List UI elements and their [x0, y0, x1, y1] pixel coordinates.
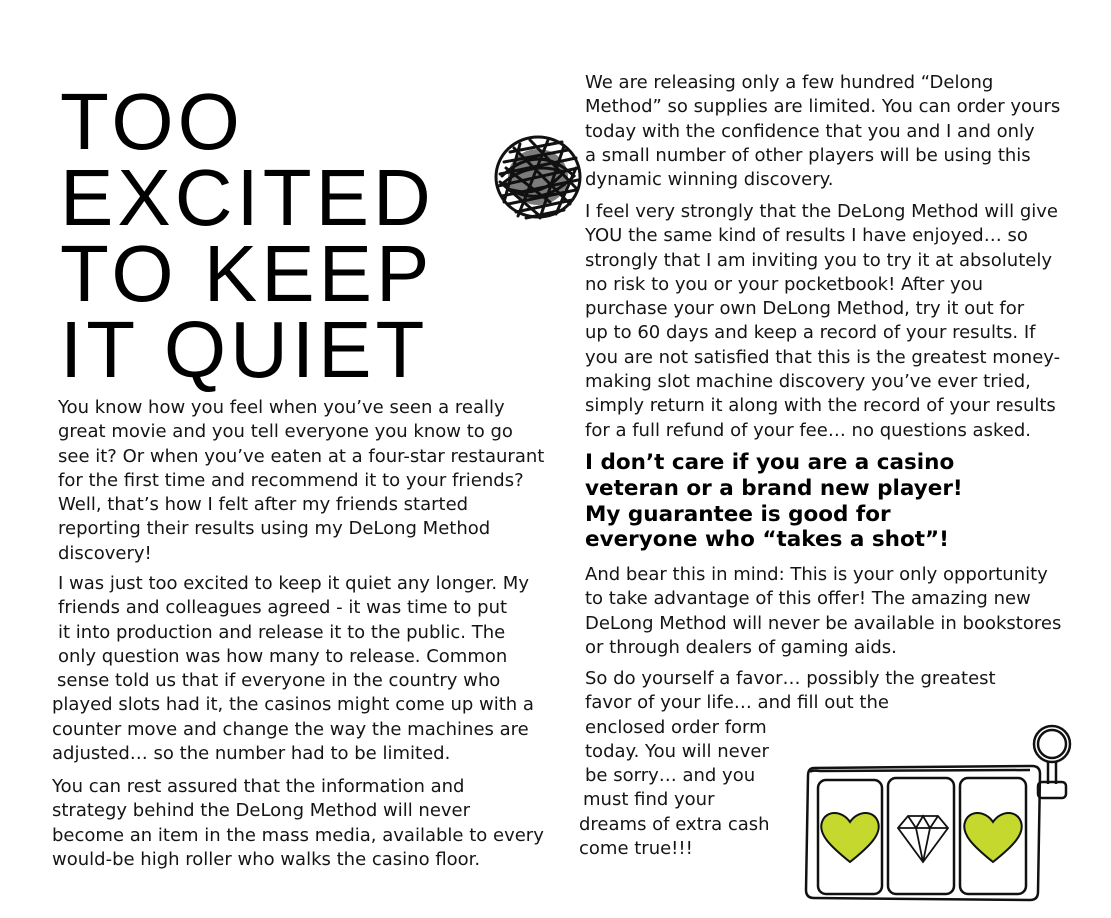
- text-line: I feel very strongly that the DeLong Method will give: [585, 201, 1058, 222]
- text-line: see it? Or when you’ve eaten at a four-star restaurant: [58, 445, 545, 467]
- heart-icon: [964, 813, 1022, 862]
- right-paragraph-2: [585, 200, 1060, 443]
- text-line: simply return it along with the record of your results: [585, 395, 1056, 417]
- right-paragraph-3: [585, 563, 1061, 660]
- text-line: YOU the same kind of results I have enjoyed… so: [585, 225, 1028, 247]
- text-line: making slot machine discovery you’ve ever tried,: [585, 371, 1031, 393]
- text-line: no risk to you or your pocketbook! After you: [585, 273, 984, 295]
- text-line: dreams of extra cash: [579, 813, 770, 835]
- text-line: sense told us that if everyone in the country who: [57, 670, 501, 692]
- text-line: discovery!: [58, 542, 152, 564]
- text-line: You know how you feel when you’ve seen a really: [58, 397, 505, 418]
- heart-icon: [821, 813, 879, 862]
- text-line: adjusted… so the number had to be limited.: [52, 743, 451, 765]
- text-line: DeLong Method will never be available in bookstores: [585, 612, 1062, 634]
- text-line: would-be high roller who walks the casino floor.: [52, 848, 481, 870]
- text-line: strongly that I am inviting you to try it at absolutely: [585, 249, 1052, 271]
- text-line: reporting their results using my DeLong Method: [58, 518, 491, 540]
- text-line: to take advantage of this offer! The amazing new: [585, 588, 1031, 610]
- text-line: only question was how many to release. Common: [58, 645, 508, 667]
- left-paragraph-1: [58, 396, 544, 566]
- text-line: Method” so supplies are limited. You can order yours: [585, 96, 1061, 118]
- title-line: IT QUIET: [60, 305, 429, 394]
- left-paragraph-3: [52, 775, 544, 872]
- text-line: for the first time and recommend it to your friends?: [58, 469, 524, 491]
- text-line: friends and colleagues agreed - it was time to put: [58, 597, 508, 619]
- guarantee-line: I don’t care if you are a casino: [585, 450, 955, 475]
- text-line: purchase your own DeLong Method, try it out for: [585, 298, 1025, 320]
- guarantee-line: everyone who “takes a shot”!: [585, 527, 949, 553]
- text-line: must find your: [583, 789, 715, 811]
- text-line: you are not satisfied that this is the greatest money-: [585, 346, 1061, 368]
- right-paragraph-1: [585, 71, 1060, 192]
- text-line: be sorry… and you: [585, 765, 756, 787]
- page-title: [60, 77, 500, 394]
- title-line: EXCITED: [60, 153, 435, 242]
- text-line: So do yourself a favor… possibly the greatest: [585, 668, 996, 689]
- title-line: TO KEEP: [60, 229, 434, 318]
- diamond-icon: [898, 816, 948, 862]
- text-line: Well, that’s how I felt after my friends started: [58, 494, 469, 516]
- text-line: favor of your life… and fill out the: [585, 692, 889, 714]
- text-line: today. You will never: [585, 740, 769, 762]
- text-line: today with the confidence that you and I and only: [585, 120, 1035, 142]
- guarantee-heading: [585, 450, 1085, 553]
- text-line: enclosed order form: [585, 716, 767, 738]
- text-line: I was just too excited to keep it quiet any longer. My: [58, 573, 529, 594]
- title-line: TOO: [60, 77, 244, 166]
- text-line: a small number of other players will be using this: [585, 144, 1031, 166]
- text-line: great movie and you tell everyone you know to go: [58, 421, 513, 443]
- text-line: We are releasing only a few hundred “Delong: [585, 72, 994, 93]
- text-line: for a full refund of your fee… no questions asked.: [585, 419, 1031, 441]
- slot-machine-icon: [800, 722, 1080, 912]
- guarantee-line: veteran or a brand new player!: [585, 475, 963, 501]
- text-line: become an item in the mass media, available to every: [52, 824, 544, 846]
- text-line: it into production and release it to the public. The: [58, 621, 506, 643]
- guarantee-line: My guarantee is good for: [585, 501, 891, 527]
- text-line: counter move and change the way the machines are: [52, 718, 529, 740]
- scribble-circle-icon: [490, 132, 586, 224]
- text-line: come true!!!: [579, 838, 693, 860]
- text-line: strategy behind the DeLong Method will never: [52, 800, 471, 822]
- left-paragraph-2: [52, 572, 534, 766]
- text-line: dynamic winning discovery.: [585, 169, 834, 191]
- text-line: up to 60 days and keep a record of your results. If: [585, 322, 1036, 344]
- text-line: or through dealers of gaming aids.: [585, 636, 897, 658]
- text-line: And bear this in mind: This is your only opportunity: [585, 564, 1048, 585]
- text-line: played slots had it, the casinos might come up with a: [52, 694, 534, 716]
- text-line: You can rest assured that the information and: [52, 776, 465, 797]
